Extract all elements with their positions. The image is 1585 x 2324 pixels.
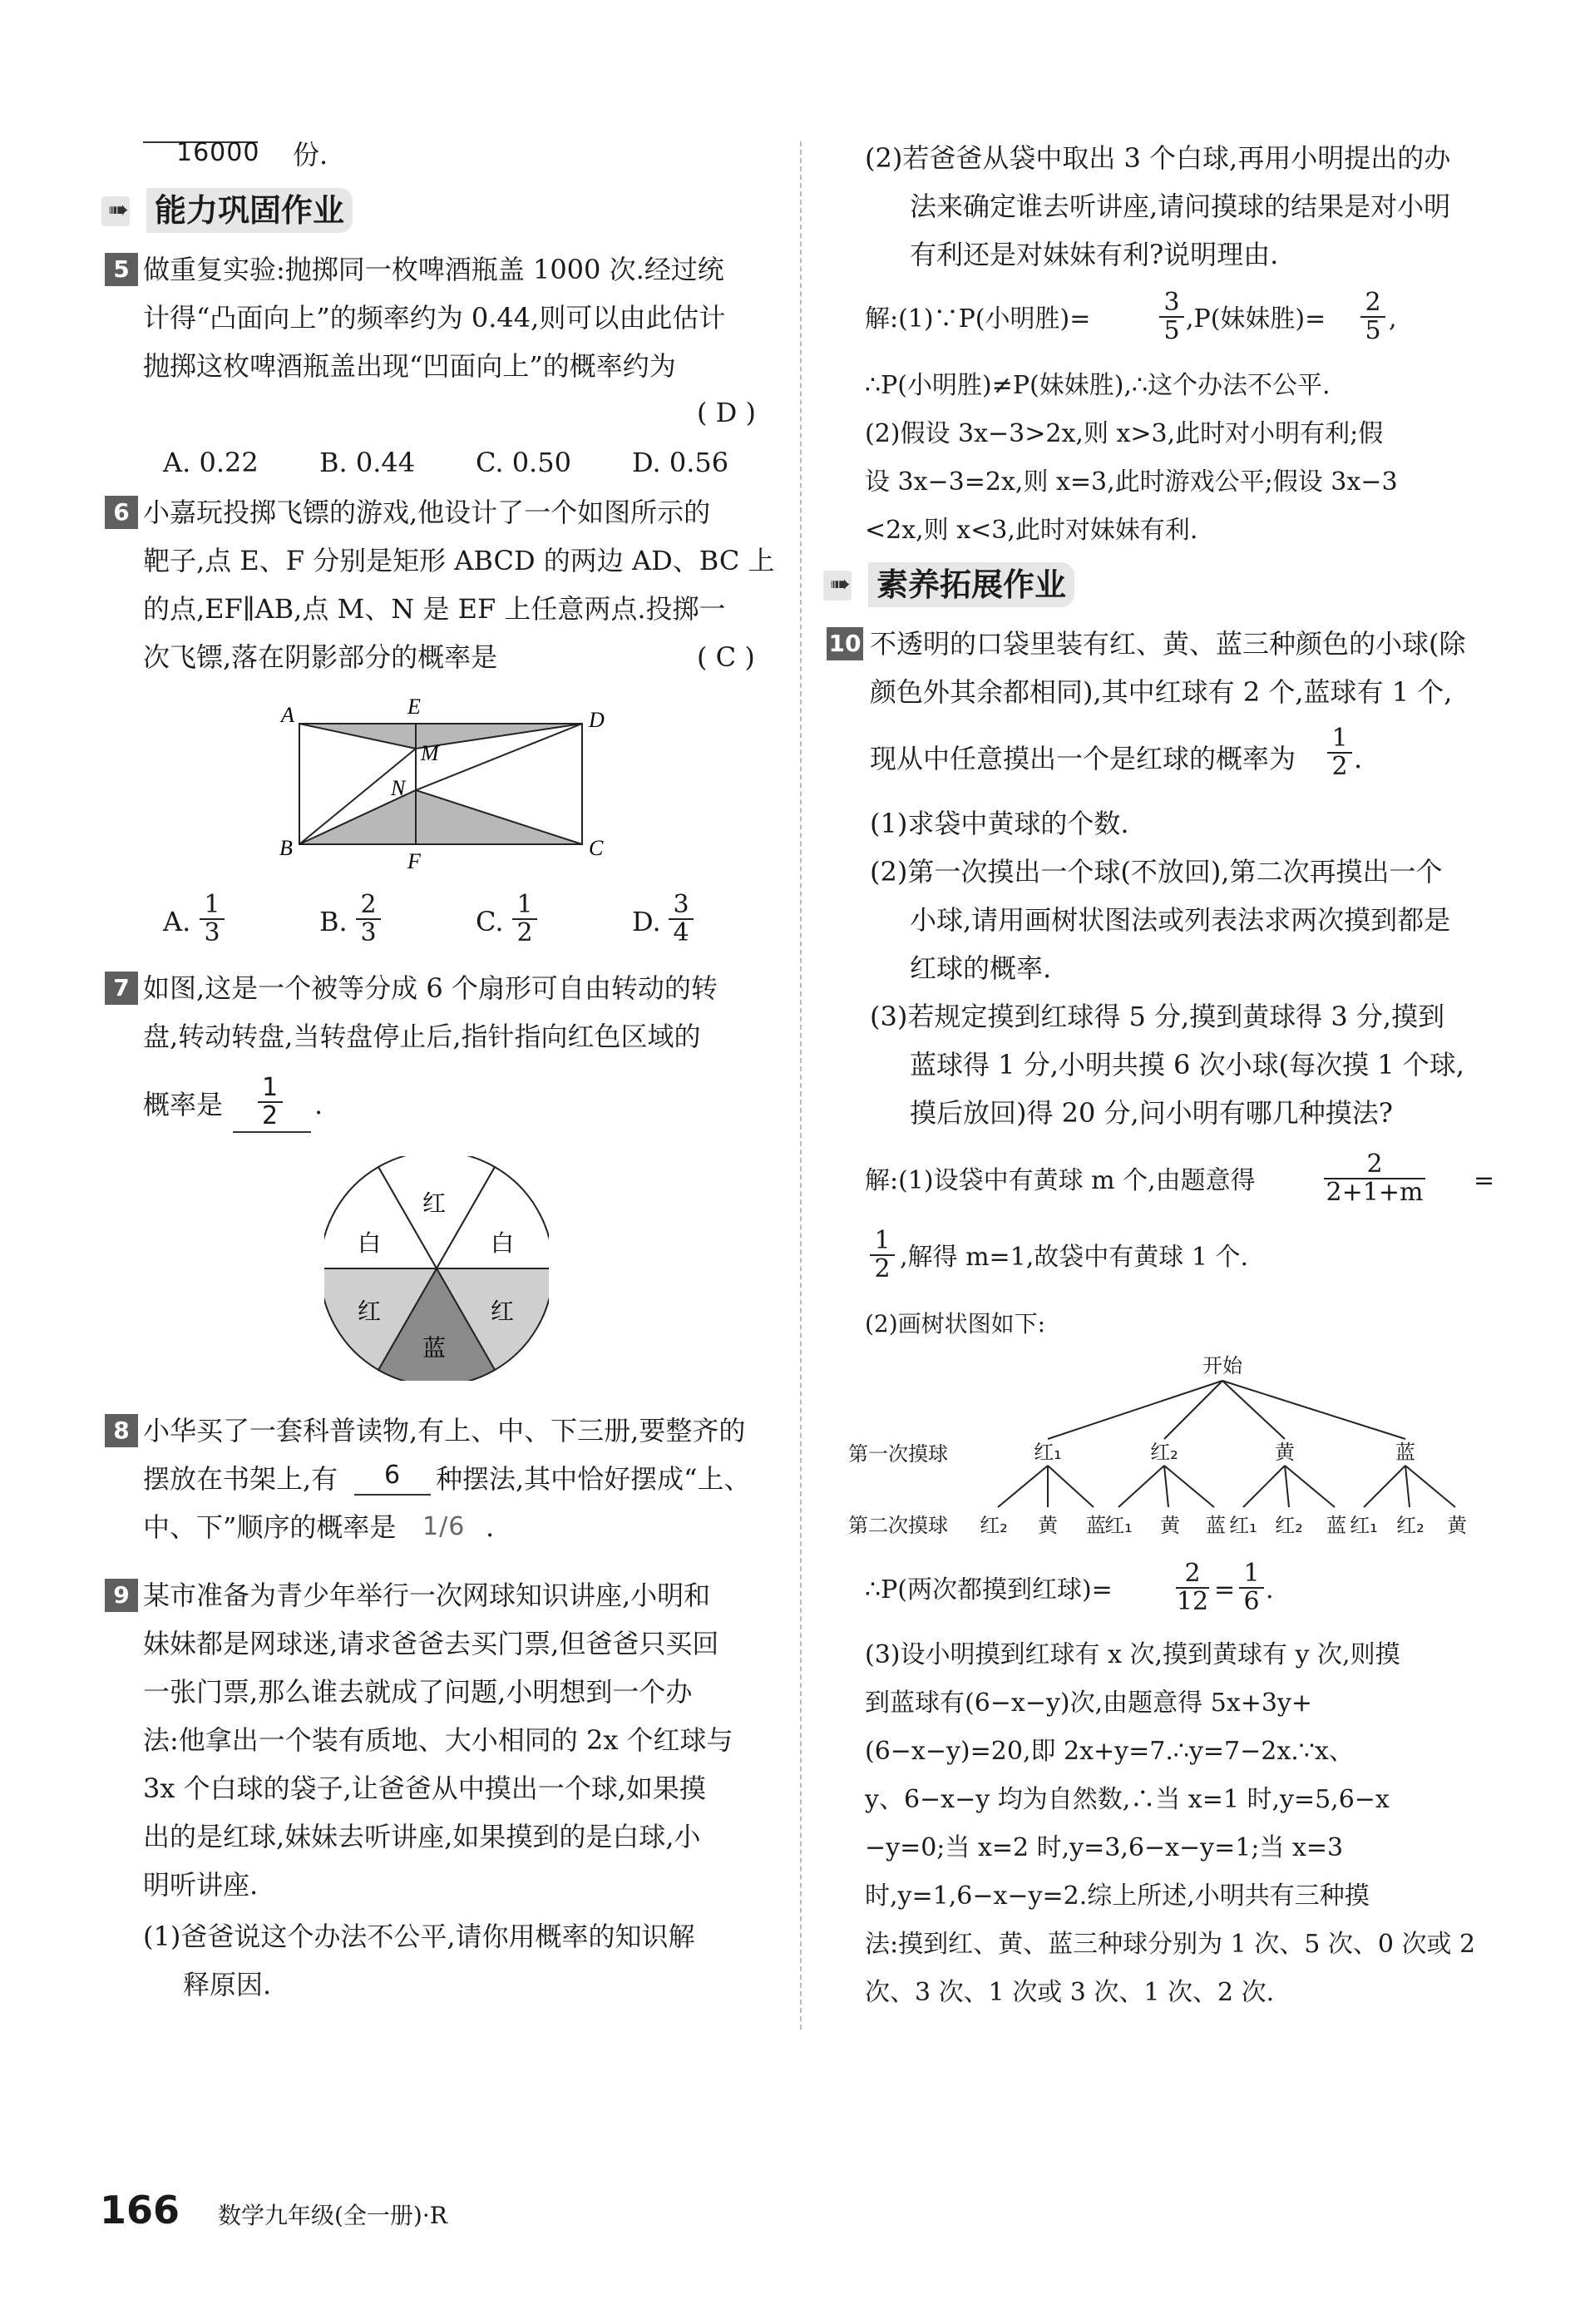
q9-line: 出的是红球,妹妹去听讲座,如果摸到的是白球,小 [143,1821,701,1852]
q6-option-d: D. [632,906,661,937]
q8-end: . [486,1511,495,1543]
label-d: D [589,708,605,732]
q9-solution: 设 3x−3=2x,则 x=3,此时游戏公平;假设 3x−3 [865,467,1398,497]
q10-frac: $\frac{1}{2}$ [870,1228,895,1283]
q5-option: A. 0.22 [163,447,259,478]
tree-leaf: 红₂ [980,1514,1008,1537]
q10-line: 不透明的口袋里装有红、黄、蓝三种颜色的小球(除 [870,628,1466,660]
q9-number: 9 [105,1579,138,1612]
label-n: N [391,776,406,800]
q10-solution: = [1474,1166,1495,1195]
tree-leaf: 红₁ [1350,1514,1378,1537]
q9-line: 一张门票,那么谁去就成了问题,小明想到一个办 [143,1676,693,1708]
q10-line: . [1354,743,1363,774]
sector-label-red: 红 [422,1189,447,1217]
q6-option-a-frac: $\frac{1}{3}$ [200,892,225,947]
tree-leaf: 红₁ [1104,1514,1133,1537]
q9-line: 3x 个白球的袋子,让爸爸从中摸出一个球,如果摸 [143,1773,706,1804]
q10-solution-3: −y=0;当 x=2 时,y=3,6−x−y=1;当 x=3 [865,1833,1344,1862]
q5-number: 5 [105,253,138,286]
tree-leaf: 红₁ [1229,1514,1257,1537]
q10-sub: (1)求袋中黄球的个数. [870,808,1129,839]
q10-solution-3: 时,y=1,6−x−y=2.综上所述,小明共有三种摸 [865,1881,1370,1911]
book-title: 数学九年级(全一册)·R [218,2202,447,2229]
q6-option-b-frac: $\frac{2}{3}$ [356,892,381,947]
q10-solution: 解:(1)设袋中有黄球 m 个,由题意得 [865,1166,1256,1195]
q10-sub: (2)第一次摸出一个球(不放回),第二次再摸出一个 [870,856,1443,888]
q10-solution-3: 法:摸到红、黄、蓝三种球分别为 1 次、5 次、0 次或 2 [865,1930,1476,1959]
q10-number: 10 [827,627,863,660]
tree-row1-label: 第一次摸球 [848,1442,948,1466]
q8-line: 中、下”顺序的概率是 [143,1511,397,1543]
sector-label-white: 白 [358,1229,382,1257]
q10-frac: $\frac{1}{6}$ [1239,1560,1264,1615]
label-f: F [407,849,421,873]
rectangle-figure [274,690,607,873]
q9-solution: ∴P(小明胜)≠P(妹妹胜),∴这个办法不公平. [865,371,1331,400]
tree-leaf: 红₂ [1275,1514,1303,1537]
q10-sub: 摸后放回)得 20 分,问小明有哪几种摸法? [910,1097,1393,1129]
tree-row2-label: 第二次摸球 [848,1514,948,1537]
tree-leaf: 蓝 [1326,1514,1346,1537]
q5-option: B. 0.44 [319,447,416,478]
q8-blank [354,1494,431,1496]
q5-answer: ( D ) [697,397,756,428]
q8-answer: 6 [384,1461,402,1490]
q7-line: 盘,转动转盘,当转盘停止后,指针指向红色区域的 [143,1021,701,1052]
sector-label-white: 白 [491,1229,515,1257]
q10-solution-3: (6−x−y)=20,即 2x+y=7.∴y=7−2x.∵x、 [865,1737,1354,1766]
q10-sub: (3)若规定摸到红球得 5 分,摸到黄球得 3 分,摸到 [870,1001,1445,1032]
q6-line: 小嘉玩投掷飞镖的游戏,他设计了一个如图所示的 [143,497,711,528]
q6-line: 的点,EF∥AB,点 M、N 是 EF 上任意两点.投掷一 [143,593,726,625]
section-header-2: ➠ 素养拓展作业 [823,562,1098,607]
tree-leaf: 蓝 [1086,1514,1106,1537]
label-m: M [421,741,439,765]
tree-node: 黄 [1275,1441,1295,1464]
q9-line: 明听讲座. [143,1869,259,1901]
q10-solution-3: 到蓝球有(6−x−y)次,由题意得 5x+3y+ [865,1689,1313,1718]
q9-sub2: 法来确定谁去听讲座,请问摸球的结果是对小明 [910,190,1451,222]
q9-line: 法:他拿出一个装有质地、大小相同的 2x 个红球与 [143,1724,733,1756]
q7-number: 7 [105,972,138,1005]
q10-sub: 小球,请用画树状图法或列表法求两次摸到都是 [910,904,1451,936]
q9-solution: <2x,则 x<3,此时对妹妹有利. [865,516,1198,545]
q6-option-c: C. [476,906,504,937]
q9-solution: ,P(妹妹胜)= [1186,304,1326,334]
q9-sub1: (1)爸爸说这个办法不公平,请你用概率的知识解 [143,1921,695,1952]
q7-blank [233,1131,311,1133]
sector-label-red: 红 [358,1298,382,1325]
q6-option-a: A. [163,906,191,937]
label-b: B [279,836,293,860]
label-e: E [407,695,421,719]
q6-option-b: B. [319,906,348,937]
q10-sub: 红球的概率. [910,952,1052,984]
q9-solution: , [1389,304,1397,334]
sector-label-red: 红 [491,1298,515,1325]
q10-frac: $\frac{1}{2}$ [1327,725,1352,780]
q9-frac: $\frac{3}{5}$ [1159,289,1184,344]
q10-frac: $\frac{2}{12}$ [1176,1559,1209,1616]
tree-node: 蓝 [1395,1441,1415,1464]
tree-leaf: 黄 [1038,1514,1058,1537]
q6-line: 次飞镖,落在阴影部分的概率是 [143,641,498,673]
q10-probability: . [1266,1575,1274,1605]
q9-solution: 解:(1)∵P(小明胜)= [865,304,1091,334]
q9-solution: (2)假设 3x−3>2x,则 x>3,此时对小明有利;假 [865,419,1384,448]
q8-line: 摆放在书架上,有 [143,1463,338,1495]
q5-option: C. 0.50 [476,447,571,478]
label-a: A [281,703,294,727]
q10-solution: ,解得 m=1,故袋中有黄球 1 个. [900,1243,1248,1272]
q10-probability: ∴P(两次都摸到红球)= [865,1575,1113,1605]
q10-solution-3: (3)设小明摸到红球有 x 次,摸到黄球有 y 次,则摸 [865,1640,1400,1669]
q10-line: 颜色外其余都相同),其中红球有 2 个,蓝球有 1 个, [870,676,1453,708]
q9-sub2: 有利还是对妹妹有利?说明理由. [910,239,1279,270]
q6-answer: ( C ) [697,641,755,673]
column-divider [800,141,802,2030]
tree-leaf: 黄 [1447,1514,1467,1537]
q10-solution-3: 次、3 次、1 次或 3 次、1 次、2 次. [865,1978,1275,2007]
q6-option-d-frac: $\frac{3}{4}$ [669,892,694,947]
top-answer: 16000 [176,138,260,167]
q8-line: 小华买了一套科普读物,有上、中、下三册,要整齐的 [143,1415,746,1446]
tree-node: 红₁ [1034,1441,1062,1464]
tree-leaf: 蓝 [1206,1514,1226,1537]
q10-sub: 蓝球得 1 分,小明共摸 6 次小球(每次摸 1 个球, [910,1049,1464,1080]
tree-diagram [840,1347,1572,1555]
q9-frac: $\frac{2}{5}$ [1360,289,1385,344]
page-number: 166 [100,2188,180,2233]
q5-line: 计得“凸面向上”的频率约为 0.44,则可以由此估计 [143,302,726,334]
label-c: C [589,836,604,860]
q6-option-c-frac: $\frac{1}{2}$ [512,892,537,947]
q8-number: 8 [105,1414,138,1447]
q10-line: 现从中任意摸出一个是红球的概率为 [870,743,1296,774]
q10-solution-3: y、6−x−y 均为自然数,∴当 x=1 时,y=5,6−x [865,1785,1390,1814]
q8-answer-2: 1/6 [422,1512,466,1541]
q9-line: 妹妹都是网球迷,请求爸爸去买门票,但爸爸只买回 [143,1628,719,1659]
tree-leaf: 红₂ [1396,1514,1425,1537]
q10-solution: (2)画树状图如下: [865,1310,1046,1338]
q9-line: 某市准备为青少年举行一次网球知识讲座,小明和 [143,1580,711,1611]
tree-leaf: 黄 [1160,1514,1180,1537]
tree-node: 红₂ [1150,1441,1178,1464]
q5-line: 抛掷这枚啤酒瓶盖出现“凹面向上”的概率约为 [143,350,676,382]
spinner-wheel [324,1156,549,1381]
q7-line: 如图,这是一个被等分成 6 个扇形可自由转动的转 [143,972,718,1004]
arrow-icon: ➠ [108,195,130,225]
q10-probability: = [1214,1575,1236,1605]
q9-sub1: 释原因. [183,1969,272,2000]
q6-line: 靶子,点 E、F 分别是矩形 ABCD 的两边 AD、BC 上 [143,545,775,576]
top-suffix: 份. [293,139,328,171]
q5-option: D. 0.56 [632,447,729,478]
section-header-1: ➠ 能力巩固作业 [101,188,376,233]
q6-number: 6 [105,496,138,529]
q7-answer-frac: $\frac{1}{2}$ [258,1075,283,1130]
sector-label-blue: 蓝 [422,1334,447,1362]
q9-sub2: (2)若爸爸从袋中取出 3 个白球,再用小明提出的办 [865,142,1451,174]
q7-end: . [314,1089,323,1120]
q8-line: 种摆法,其中恰好摆成“上、 [436,1463,751,1495]
q7-prefix: 概率是 [143,1089,224,1120]
q5-line: 做重复实验:抛掷同一枚啤酒瓶盖 1000 次.经过统 [143,254,724,285]
arrow-icon: ➠ [830,570,852,599]
tree-root: 开始 [1202,1354,1242,1377]
q10-frac: $\frac{2}{2+1+m}$ [1324,1151,1425,1206]
